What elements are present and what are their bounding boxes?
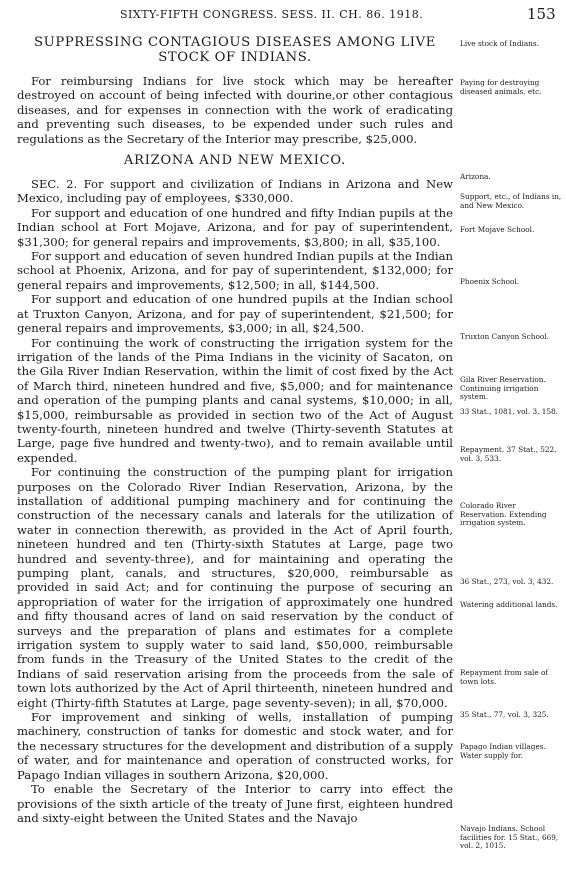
margin-note: Phoenix School.: [460, 277, 520, 286]
paragraph-colorado-river: For continuing the construction of the pumping plant for irrigation purposes on the Colorado River Indian Reservation, Arizona, by the installation of additional pumping machinery and for continuing the construction of the necessary canals and laterals for the utilization of water in connection therewith, as provided in the Act of April fourth, nineteen hundred and ten (Thirty-sixth Statutes at Large, page two hundred and seventy-three), and for maintaining and operating the pumping plant, canals, and structures, $20,000, reimbursable as provided in said Act; and for continuing the purpose of securing an appropriation of water for the irrigation of approximately one hundred and fifty thousand acres of land on said reservation by the conduct of surveys and the preparation of plans and estimates for a complete irrigation system to supply water to said land, $50,000, reimbursable from funds in the Treasury of the United States to the credit of the Indians of said reservation arising from the proceeds from the sale of town lots authorized by the Act of April thirteenth, nineteen hundred and eight (Thirty-fifth Statutes at Large, page seventy-seven); in all, $70,000.: [17, 465, 453, 710]
paragraph-gila-river: For continuing the work of constructing the irrigation system for the irrigation of the lands of the Pima Indians in the vicinity of Sacaton, on the Gila River Indian Reservation, within the limit of cost fixed by the Act of March third, nineteen hundred and five, $5,000; and for maintenance and operation of the pumping plants and canal systems, $10,000; in all, $15,000, reimbursable as provided in section two of the Act of August twenty-fourth, nineteen hundred and twelve (Thirty-seventh Statutes at Large, page five hundred and twenty-two), and to remain available until expended.: [17, 335, 453, 465]
paragraph-navajo: To enable the Secretary of the Interior to carry into effect the provisions of the sixth article of the treaty of June first, eighteen hundred and sixty-eight between the United States and the Navajo: [17, 782, 453, 825]
margin-note: Support, etc., of Indians in, and New Mexico.: [460, 192, 562, 210]
margin-notes-column: [460, 0, 564, 880]
paragraph-papago: For improvement and sinking of wells, installation of pumping machinery, construction of tanks for domestic and stock water, and for the necessary structures for the development and distribution of a supply of water, and for maintenance and operation of constructed works, for Papago Indian villages in southern Arizona, $20,000.: [17, 710, 453, 782]
paragraph-phoenix: For support and education of seven hundred Indian pupils at the Indian school at Phoenix, Arizona, and for pay of superintendent, $132,000; for general repairs and improvements, $12,500; in all, $144,500.: [17, 249, 453, 292]
margin-note: 33 Stat., 1081, vol. 3, 158.: [460, 407, 559, 416]
section-heading-diseases-line1: SUPPRESSING CONTAGIOUS DISEASES AMONG LIVE: [34, 35, 436, 50]
margin-note: Live stock of Indians.: [460, 39, 539, 48]
paragraph-sec2: SEC. 2. For support and civilization of Indians in Arizona and New Mexico, including pay of employees, $330,000.: [17, 177, 453, 206]
paragraph-diseases: For reimbursing Indians for live stock which may be hereafter destroyed on account of being infected with dourine,or other contagious diseases, and for expenses in connection with the work of eradicating and preventing such diseases, to be expended under such rules and regulations as the Secretary of the Interior may prescribe, $25,000.: [17, 74, 453, 146]
margin-note: Watering additional lands.: [460, 600, 558, 609]
margin-note: Papago Indian villages. Water supply for.: [460, 742, 546, 760]
margin-note: Paying for destroying diseased animals, etc.: [460, 78, 542, 96]
paragraph-fort-mojave: For support and education of one hundred and fifty Indian pupils at the Indian school at Fort Mojave, Arizona, and for pay of superintendent, $31,300; for general repairs and improvements, $3,800; in all, $35,100.: [17, 205, 453, 249]
running-head: SIXTY-FIFTH CONGRESS. SESS. II. CH. 86. 1918.: [120, 8, 424, 21]
margin-note: Fort Mojave School.: [460, 225, 535, 234]
margin-note: Repayment. 37 Stat., 522, vol. 3, 533.: [460, 445, 557, 463]
margin-note: Navajo Indians. School facilities for. 15 Stat., 669, vol. 2, 1015.: [460, 824, 559, 851]
section-heading-diseases-line2: STOCK OF INDIANS.: [158, 50, 312, 65]
margin-note: Truxton Canyon School.: [460, 332, 549, 341]
margin-note: 35 Stat., 77, vol. 3, 325.: [460, 710, 549, 719]
margin-note: Repayment from sale of town lots.: [460, 668, 549, 686]
main-text-column: [17, 35, 453, 825]
section-heading-arizona: ARIZONA AND NEW MEXICO.: [123, 153, 347, 169]
margin-note: Colorado River Reservation. Extending irrigation system.: [460, 501, 547, 528]
margin-note: Arizona.: [460, 172, 491, 181]
paragraph-truxton-canyon: For support and education of one hundred pupils at the Indian school at Truxton Canyon, Arizona, and for pay of superintendent, $21,500; for general repairs and improvements, $3,000; in all, $24,500.: [17, 292, 453, 336]
page-number: 153: [527, 5, 556, 23]
margin-note: Gila River Reservation. Continuing irrigation system.: [460, 375, 546, 402]
margin-note: 36 Stat., 273, vol. 3, 432.: [460, 577, 554, 586]
